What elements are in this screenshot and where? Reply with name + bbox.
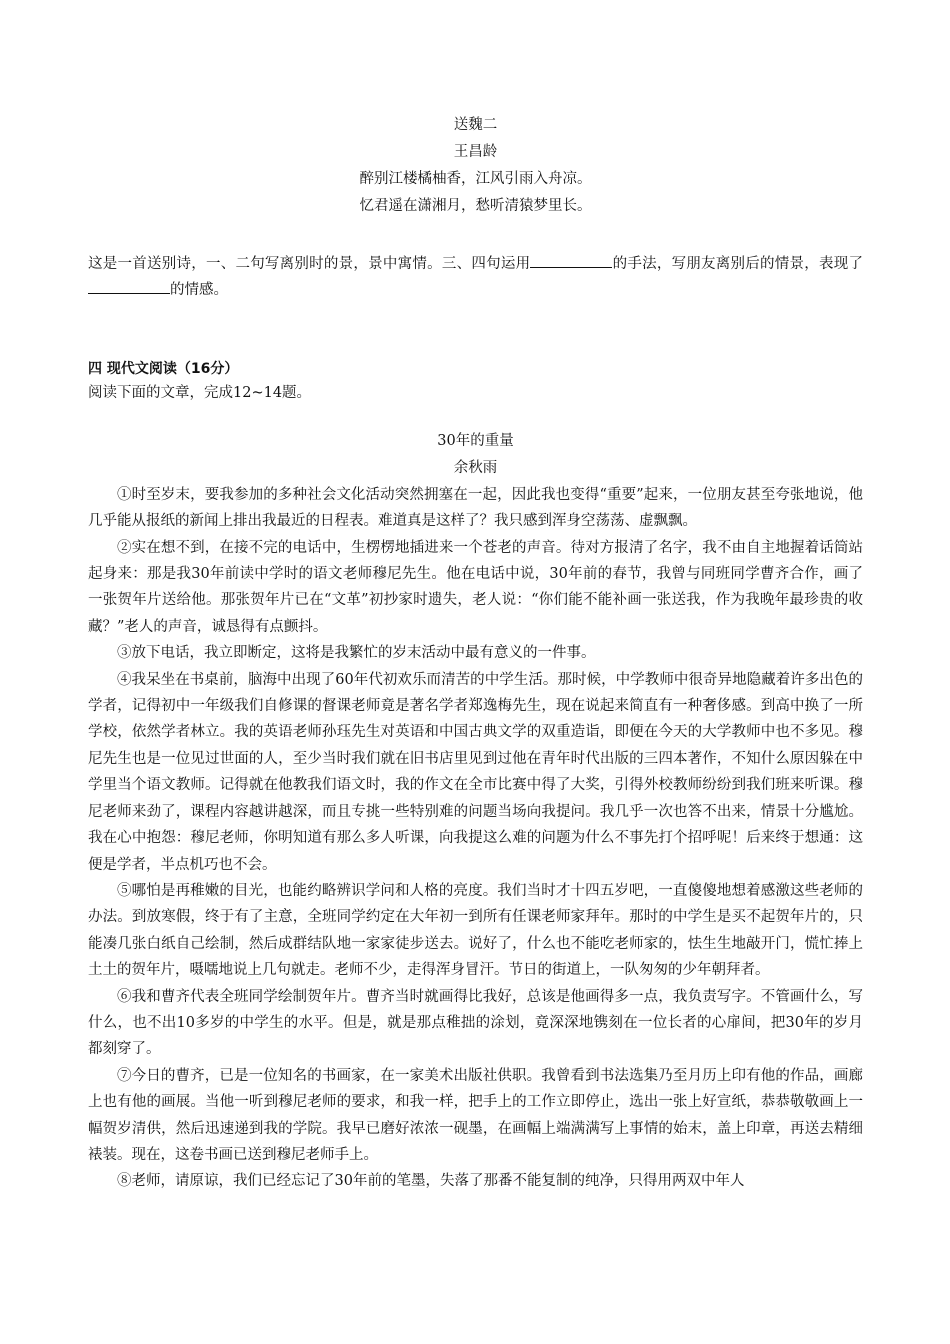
poem-line-1: 醉别江楼橘柚香，江风引雨入舟凉。	[359, 171, 592, 187]
question-text-2: 的手法，写朋友离别后的情景，表现了	[612, 256, 864, 272]
article-paragraph-6: ⑥我和曹齐代表全班同学绘制贺年片。曹齐当时就画得比我好，总该是他画得多一点，我负责写字。不管画什么，写什么，也不出10多岁的中学生的水平。但是，就是那点稚拙的涂划，竟深深地镌刻在一位长者的心扉间，把30年的岁月都刻穿了。	[88, 988, 863, 1058]
article-paragraph-8: ⑧老师，请原谅，我们已经忘记了30年前的笔墨，失落了那番不能复制的纯净，只得用两双中年人	[117, 1173, 745, 1190]
section-heading: 四 现代文阅读（16分）	[88, 360, 239, 377]
article-paragraph-4: ④我呆坐在书桌前，脑海中出现了60年代初欢乐而清苦的中学生活。那时候，中学教师中很奇异地隐藏着许多出色的学者，记得初中一年级我们自修课的督课老师竟是著名学者郑逸梅先生，现在说起来简直有一种奢侈感。到高中换了一所学校，依然学者林立。我的英语老师孙珏先生对英语和中国古典文学的双重造诣，即便在今天的大学教师中也不多见。穆尼先生也是一位见过世面的人，至少当时我们就在旧书店里见到过他在青年时代出版的三四本著作，不知什么原因躲在中学里当个语文教师。记得就在他教我们语文时，我的作文在全市比赛中得了大奖，引得外校教师纷纷到我们班来听课。穆尼老师来劲了，课程内容越讲越深，而且专挑一些特别难的问题当场向我提问。我几乎一次也答不出来，情景十分尴尬。我在心中抱怨：穆尼老师，你明知道有那么多人听课，向我提这么难的问题为什么不事先打个招呼呢！后来终于想通：这便是学者，半点机巧也不会。	[88, 671, 863, 873]
document-page	[88, 112, 863, 1195]
poem-author: 王昌龄	[453, 144, 498, 160]
answer-blank-2[interactable]	[88, 279, 170, 294]
article-paragraph-1: ①时至岁末，要我参加的多种社会文化活动突然拥塞在一起，因此我也变得“重要”起来，一位朋友甚至夸张地说，他几乎能从报纸的新闻上排出我最近的日程表。难道真是这样了？我只感到浑身空荡荡、虚飘飘。	[88, 486, 863, 530]
section-instruction: 阅读下面的文章，完成12~14题。	[88, 384, 312, 401]
article-author: 余秋雨	[453, 459, 498, 476]
poem-title: 送魏二	[453, 117, 498, 133]
article-title: 30年的重量	[437, 432, 514, 449]
article-paragraph-5: ⑤哪怕是再稚嫩的目光，也能约略辨识学问和人格的亮度。我们当时才十四五岁吧，一直傻傻地想着感激这些老师的办法。到放寒假，终于有了主意，全班同学约定在大年初一到所有任课老师家拜年。那时的中学生是买不起贺年片的，只能凑几张白纸自己绘制，然后成群结队地一家家徒步送去。说好了，什么也不能吃老师家的，怯生生地敲开门，慌忙捧上土土的贺年片，嗫嚅地说上几句就走。老师不少，走得浑身冒汗。节日的街道上，一队匆匆的少年朝拜者。	[88, 882, 863, 979]
question-text-1: 这是一首送别诗，一、二句写离别时的景，景中寓情。三、四句运用	[88, 256, 531, 272]
article-paragraph-7: ⑦今日的曹齐，已是一位知名的书画家，在一家美术出版社供职。我曾看到书法选集乃至月历上印有他的作品，画廊上也有他的画展。当他一听到穆尼老师的要求，和我一样，把手上的工作立即停止，选出一张上好宣纸，恭恭敬敬画上一幅贺岁清供，然后迅速递到我的学院。我早已磨好浓浓一砚墨，在画幅上端满满写上事情的始末，盖上印章，再送去精细裱装。现在，这卷书画已送到穆尼老师手上。	[88, 1067, 863, 1163]
question-intro	[88, 251, 863, 304]
question-text-3: 的情感。	[170, 282, 228, 299]
poem-line-2: 忆君遥在潇湘月，愁听清猿梦里长。	[359, 198, 592, 214]
article-paragraph-3: ③放下电话，我立即断定，这将是我繁忙的岁末活动中最有意义的一件事。	[117, 645, 596, 662]
answer-blank-1[interactable]	[530, 253, 612, 268]
article-paragraph-2: ②实在想不到，在接不完的电话中，生楞楞地插进来一个苍老的声音。待对方报清了名字，我不由自主地握着话筒站起身来：那是我30年前读中学时的语文老师穆尼先生。他在电话中说，30年前的春节，我曾与同班同学曹齐合作，画了一张贺年片送给他。那张贺年片已在“文革”初抄家时遗失，老人说：“你们能不能补画一张送我，作为我晚年最珍贵的收藏？”老人的声音，诚恳得有点颤抖。	[88, 539, 863, 635]
